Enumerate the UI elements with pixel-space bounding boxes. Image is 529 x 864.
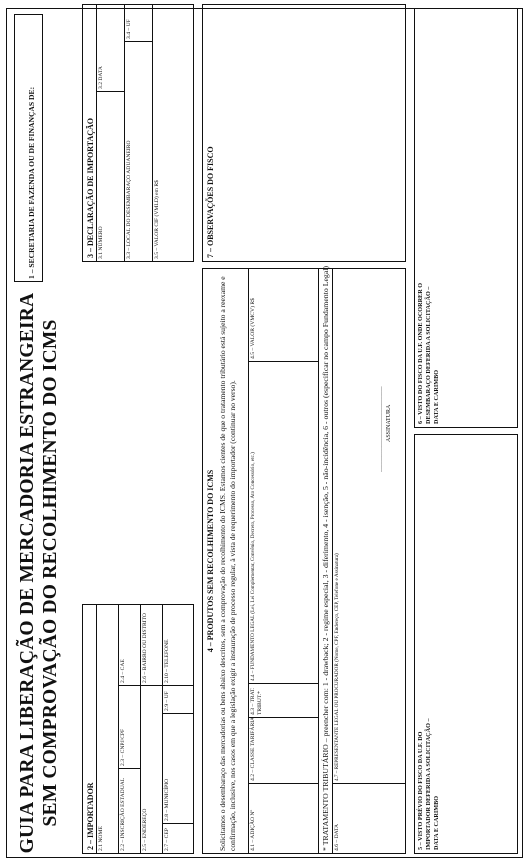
- col-fundamento-legal: 4.4 – FUNDAMENTO LEGAL (Lei, Lei Complementar, Convênio, Decreto, Processo, Ato Concessório, etc.): [250, 452, 256, 681]
- field-representante-legal[interactable]: 4.7 – REPRESENTANTE LEGAL OU PROCURADOR (Nome, CPF, Endereço, CEP, Telefone e Assinatura): [334, 553, 340, 781]
- field-bairro[interactable]: 2.6 – BAIRRO OU DISTRITO: [142, 613, 148, 683]
- field-valor-cif[interactable]: 3.5 – VALOR CIF (VMLD) em R$: [154, 180, 160, 259]
- col-classe-tarifaria: 4.2 – CLASSE TARIFÁRIA: [250, 716, 256, 781]
- field-endereco[interactable]: 2.5 – ENDEREÇO: [142, 808, 148, 851]
- field-cep[interactable]: 2.7 – CEP: [164, 828, 170, 851]
- field-cae[interactable]: 2.4 – CAE: [120, 659, 126, 683]
- signature-label: ASSINATURA: [386, 404, 392, 442]
- section-5-label: 5 – VISTO PRÉVIO DO FISCO DA U.F. DO IMPORTADOR DEFERIDA A SOLICITAÇÃO – DATA E CARIMBO: [417, 718, 440, 850]
- field-data-4-6[interactable]: 4.6 – DATA: [334, 823, 340, 851]
- field-uf-di[interactable]: 3.4 – UF: [126, 19, 132, 39]
- section-3-label: 3 – DECLARAÇÃO DE IMPORTAÇÃO: [86, 117, 95, 258]
- field-cnpj-cpf[interactable]: 2.3 – CNPJ/CPF: [120, 728, 126, 766]
- section-7-label: 7 – OBSERVAÇÕES DO FISCO: [206, 146, 215, 258]
- section-3-declaracao: [82, 4, 194, 262]
- field-nome[interactable]: 2.1 NOME: [98, 826, 104, 851]
- col-adicao: 4.1 – ADIÇÃO Nº: [250, 809, 256, 851]
- field-numero-di[interactable]: 3.1 NÚMERO: [98, 226, 104, 259]
- section-6-label: 6 – VISTO DO FISCO DA U.F. ONDE OCORRER O DESEMBARAÇO DEFERIDA A SOLICITAÇÃO – DATA E CARIMBO: [417, 282, 440, 424]
- section-1-label: 1 – SECRETARIA DE FAZENDA OU DE FINANÇAS DE:: [27, 86, 36, 279]
- signature-line: _________________________________: [377, 386, 383, 472]
- field-data-di[interactable]: 3.2 DATA: [98, 66, 104, 89]
- field-inscricao-estadual[interactable]: 2.2 – INSCRIÇÃO ESTADUAL: [120, 777, 126, 851]
- col-valor-vmcv: 4.5 – VALOR (VMCV) R$: [250, 298, 256, 359]
- field-telefone[interactable]: 2.10 – TELEFONE: [164, 639, 170, 683]
- section-4-label: 4 – PRODUTOS SEM RECOLHIMENTO DO ICMS: [206, 469, 215, 653]
- col-trat-tribut: 4.3 – TRAT. TRIBUT.*: [250, 687, 263, 715]
- section-7-observacoes[interactable]: [202, 4, 406, 262]
- section-4-text: Solicitamos o desembaraço das mercadorias ou bens abaixo descritos, sem a comprovação do recolhimento do ICMS. Estamos cientes de que o tratamento tributário está sujeito a reexame e confirmação, inclusive, nos casos em que a legislação exigir a instauração de processo regular, à vista de requerimento do importador (continuar no verso).: [218, 276, 237, 851]
- field-local-desembaraco[interactable]: 3.3 – LOCAL DO DESEMBARAÇO ADUANEIRO: [126, 140, 132, 259]
- field-uf[interactable]: 2.9 – UF: [164, 691, 170, 711]
- section-2-importador: [82, 604, 194, 854]
- form-title-line2: SEM COMPROVAÇÃO DO RECOLHIMENTO DO ICMS: [40, 319, 61, 827]
- field-municipio[interactable]: 2.8 – MUNICÍPIO: [164, 778, 170, 821]
- section-2-label: 2 – IMPORTADOR: [86, 782, 95, 850]
- tratamento-tributario-note: * TRATAMENTO TRIBUTÁRIO – preencher com: 1 - drawback; 2 - regime especial, 3 - diferimento, 4 - isenção, 5 - não-incidência, 6 - outros (especificar no campo Fundamento Legal): [321, 265, 330, 851]
- form-title-line1: GUIA PARA LIBERAÇÃO DE MERCADORIA ESTRANGEIRA: [17, 292, 38, 854]
